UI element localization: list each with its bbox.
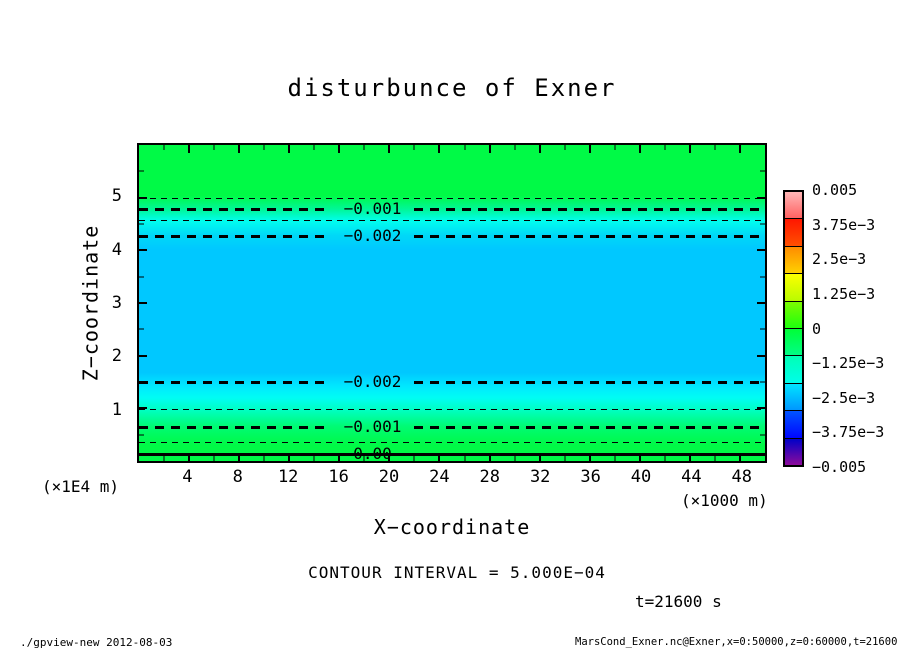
contour-line bbox=[414, 235, 765, 238]
contour-line bbox=[414, 426, 765, 429]
x-tick-label: 20 bbox=[378, 467, 400, 487]
colorbar-segment bbox=[785, 383, 802, 410]
colorbar-tick-label: 3.75e−3 bbox=[812, 215, 876, 234]
contour-line bbox=[414, 208, 765, 211]
y-minor-tick bbox=[760, 171, 765, 172]
x-minor-tick bbox=[714, 145, 715, 150]
contour-line bbox=[139, 381, 330, 384]
contour-line bbox=[139, 235, 330, 238]
x-major-tick bbox=[539, 145, 541, 153]
x-minor-tick bbox=[414, 145, 415, 150]
y-minor-tick bbox=[139, 329, 144, 330]
y-tick-label: 1 bbox=[111, 399, 122, 420]
contour-line bbox=[139, 220, 765, 221]
x-major-tick bbox=[388, 145, 390, 153]
contour-line bbox=[139, 208, 330, 211]
colorbar-segment bbox=[785, 246, 802, 273]
contour-line bbox=[139, 453, 765, 456]
contour-label: −0.002 bbox=[343, 371, 402, 391]
contour-interval-text: CONTOUR INTERVAL = 5.000E−04 bbox=[308, 563, 606, 582]
y-major-tick bbox=[139, 249, 147, 251]
y-major-tick bbox=[757, 249, 765, 251]
x-major-tick bbox=[288, 145, 290, 153]
x-major-tick bbox=[589, 145, 591, 153]
y-tick-label: 5 bbox=[111, 186, 122, 207]
x-minor-tick bbox=[514, 145, 515, 150]
x-tick-label: 44 bbox=[681, 467, 702, 487]
colorbar-segment bbox=[785, 410, 802, 437]
x-axis-unit: (×1000 m) bbox=[681, 491, 768, 510]
x-tick-label: 4 bbox=[182, 467, 193, 487]
x-tick-label: 28 bbox=[479, 467, 501, 487]
y-major-tick bbox=[757, 302, 765, 304]
y-tick-label: 2 bbox=[111, 346, 122, 367]
x-minor-tick bbox=[464, 145, 465, 150]
x-tick-labels bbox=[137, 467, 767, 487]
x-tick-label: 24 bbox=[429, 467, 450, 487]
x-minor-tick bbox=[214, 145, 215, 150]
contour-line bbox=[139, 426, 330, 429]
y-minor-tick bbox=[760, 276, 765, 277]
y-major-tick bbox=[139, 302, 147, 304]
x-major-tick bbox=[739, 145, 741, 153]
x-tick-label: 48 bbox=[731, 467, 753, 487]
colorbar-segment bbox=[785, 355, 802, 382]
y-tick-label: 3 bbox=[111, 293, 122, 313]
x-major-tick bbox=[689, 145, 691, 153]
x-tick-label: 16 bbox=[328, 467, 349, 487]
contour-line bbox=[139, 409, 765, 410]
footer-file-text: MarsCond_Exner.nc@Exner,x=0:50000,z=0:60000,t=21600 bbox=[575, 636, 898, 648]
x-major-tick bbox=[338, 145, 340, 153]
plot-canvas bbox=[139, 145, 765, 464]
y-minor-tick bbox=[760, 434, 765, 435]
x-minor-tick bbox=[164, 145, 165, 150]
contour-label: −0.001 bbox=[343, 199, 402, 219]
x-minor-tick bbox=[264, 145, 265, 150]
x-tick-label: 8 bbox=[232, 467, 243, 487]
colorbar-tick-label: 1.25e−3 bbox=[812, 284, 876, 303]
y-tick-labels bbox=[88, 143, 122, 463]
y-axis-unit: (×1E4 m) bbox=[42, 477, 120, 496]
x-tick-label: 40 bbox=[630, 467, 652, 487]
colorbar-tick-label: 0.005 bbox=[812, 181, 858, 199]
y-minor-tick bbox=[760, 224, 765, 225]
y-major-tick bbox=[139, 355, 147, 357]
plot-area bbox=[137, 143, 767, 463]
colorbar-segment bbox=[785, 218, 802, 245]
chart-title: disturbunce of Exner bbox=[287, 74, 617, 102]
contour-line bbox=[139, 198, 765, 199]
colorbar-tick-label: 2.5e−3 bbox=[812, 250, 867, 269]
x-tick-label: 32 bbox=[529, 467, 551, 487]
x-axis-label: X−coordinate bbox=[373, 515, 531, 539]
x-minor-tick bbox=[614, 456, 615, 461]
contour-label: 0.00 bbox=[353, 444, 392, 464]
y-axis-label-text: Z−coordinate bbox=[78, 224, 102, 382]
colorbar-tick-label: −3.75e−3 bbox=[812, 423, 885, 442]
x-tick-label: 12 bbox=[277, 467, 299, 487]
x-minor-tick bbox=[664, 145, 665, 150]
colorbar-segment bbox=[785, 328, 802, 355]
x-minor-tick bbox=[564, 456, 565, 461]
x-minor-tick bbox=[364, 145, 365, 150]
colorbar-labels bbox=[812, 181, 902, 476]
colorbar-tick-label: 0 bbox=[812, 319, 822, 338]
y-major-tick bbox=[757, 355, 765, 357]
colorbar-segment bbox=[785, 301, 802, 328]
x-major-tick bbox=[639, 145, 641, 153]
x-minor-tick bbox=[564, 145, 565, 150]
colorbar-segment bbox=[785, 273, 802, 300]
x-major-tick bbox=[238, 145, 240, 153]
x-minor-tick bbox=[614, 145, 615, 150]
x-minor-tick bbox=[464, 456, 465, 461]
x-minor-tick bbox=[164, 456, 165, 461]
x-minor-tick bbox=[664, 456, 665, 461]
colorbar-tick-label: −1.25e−3 bbox=[812, 354, 885, 373]
x-minor-tick bbox=[714, 456, 715, 461]
x-minor-tick bbox=[514, 456, 515, 461]
y-tick-label: 4 bbox=[111, 239, 122, 260]
y-minor-tick bbox=[139, 276, 144, 277]
y-minor-tick bbox=[139, 171, 144, 172]
x-minor-tick bbox=[264, 456, 265, 461]
y-minor-tick bbox=[139, 224, 144, 225]
footer-command-text: ./gpview-new 2012-08-03 bbox=[20, 636, 173, 649]
x-major-tick bbox=[489, 145, 491, 153]
x-tick-label: 36 bbox=[580, 467, 601, 487]
y-minor-tick bbox=[760, 329, 765, 330]
x-major-tick bbox=[438, 145, 440, 153]
colorbar-segment bbox=[785, 192, 802, 218]
colorbar bbox=[783, 190, 804, 467]
x-minor-tick bbox=[314, 145, 315, 150]
contour-line bbox=[414, 381, 765, 384]
contour-label: −0.001 bbox=[343, 417, 402, 437]
contour-line bbox=[139, 442, 765, 443]
colorbar-tick-label: −0.005 bbox=[812, 458, 867, 476]
x-minor-tick bbox=[214, 456, 215, 461]
y-minor-tick bbox=[139, 434, 144, 435]
x-minor-tick bbox=[314, 456, 315, 461]
x-major-tick bbox=[188, 145, 190, 153]
contour-label: −0.002 bbox=[343, 226, 402, 246]
time-label: t=21600 s bbox=[635, 592, 722, 611]
colorbar-tick-label: −2.5e−3 bbox=[812, 388, 876, 407]
colorbar-segment bbox=[785, 438, 802, 465]
